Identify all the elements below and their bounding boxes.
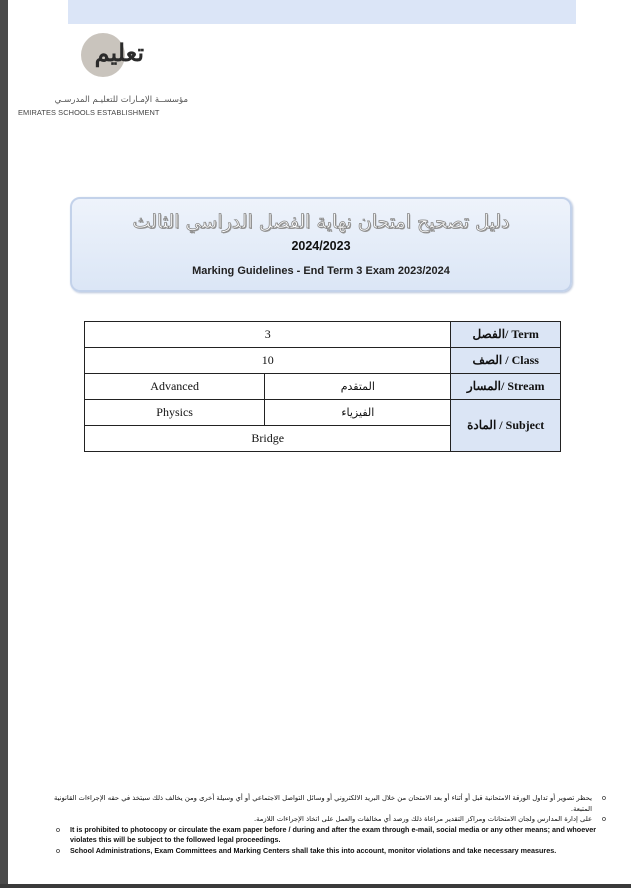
- bullet-icon: o: [56, 824, 60, 834]
- title-english: Marking Guidelines - End Term 3 Exam 2023/2024: [192, 265, 450, 277]
- bullet-icon: o: [601, 794, 606, 802]
- class-value: 10: [85, 348, 451, 374]
- footer-english-1: [50, 825, 606, 846]
- bullet-icon: o: [56, 845, 60, 855]
- footer-arabic-1-text: يحظر تصوير أو تداول الورقة الامتحانية قبل أو أثناء أو بعد الامتحان من خلال البريد الالكتروني أو وسائل التواصل الاجتماعي أو أي وسيلة أخرى ومن يخالف ذلك سيتخذ في حقه الإجراءات القانونية المتبعة.: [53, 794, 592, 813]
- exam-info-table: [84, 321, 561, 452]
- table-row-subject: [85, 400, 561, 426]
- logo-mark-text: تعليم: [94, 38, 144, 67]
- footer-english-1-text: It is prohibited to photocopy or circulate the exam paper before / during and after the exam through e-mail, social media or any other means; and whoever violates this will be subject to the followed legal proceedings.: [70, 824, 596, 844]
- title-year: 2024/2023: [291, 239, 351, 253]
- term-label: Term /الفصل: [451, 322, 561, 348]
- header-band: [68, 0, 576, 24]
- footer-arabic-2-text: على إدارة المدارس ولجان الامتحانات ومراكز التقدير مراعاة ذلك ورصد أي مخالفات والعمل على اتخاذ الإجراءات اللازمة.: [253, 815, 592, 823]
- subject-value-english: Physics: [85, 400, 265, 426]
- table-row-class: [85, 348, 561, 374]
- footer-arabic-1: [50, 793, 606, 814]
- footer-notice: [50, 793, 606, 856]
- table-row-term: [85, 322, 561, 348]
- title-box: [70, 197, 572, 292]
- table-row-stream: [85, 374, 561, 400]
- bullet-icon: o: [601, 815, 606, 823]
- stream-value-arabic: المتقدم: [265, 374, 451, 400]
- subject-label: Subject / المادة: [451, 400, 561, 452]
- page-left-edge: [0, 0, 8, 888]
- footer-english-2-text: School Administrations, Exam Committees and Marking Centers shall take this into account, monitor violations and take necessary measures.: [70, 845, 557, 855]
- page-bottom-edge: [0, 884, 631, 888]
- footer-arabic-2: [50, 814, 606, 825]
- footer-english-2: [50, 846, 606, 857]
- stream-value-english: Advanced: [85, 374, 265, 400]
- org-name-arabic: مؤسســة الإمـارات للتعليـم المدرسـي: [54, 95, 188, 105]
- class-label: Class / الصف: [451, 348, 561, 374]
- subject-extra-value: Bridge: [85, 426, 451, 452]
- org-name-english: EMIRATES SCHOOLS ESTABLISHMENT: [18, 108, 160, 117]
- term-value: 3: [85, 322, 451, 348]
- stream-label: Stream /المسار: [451, 374, 561, 400]
- title-arabic: دليل تصحيح امتحان نهاية الفصل الدراسي الثالث: [132, 211, 510, 233]
- subject-value-arabic: الفيزياء: [265, 400, 451, 426]
